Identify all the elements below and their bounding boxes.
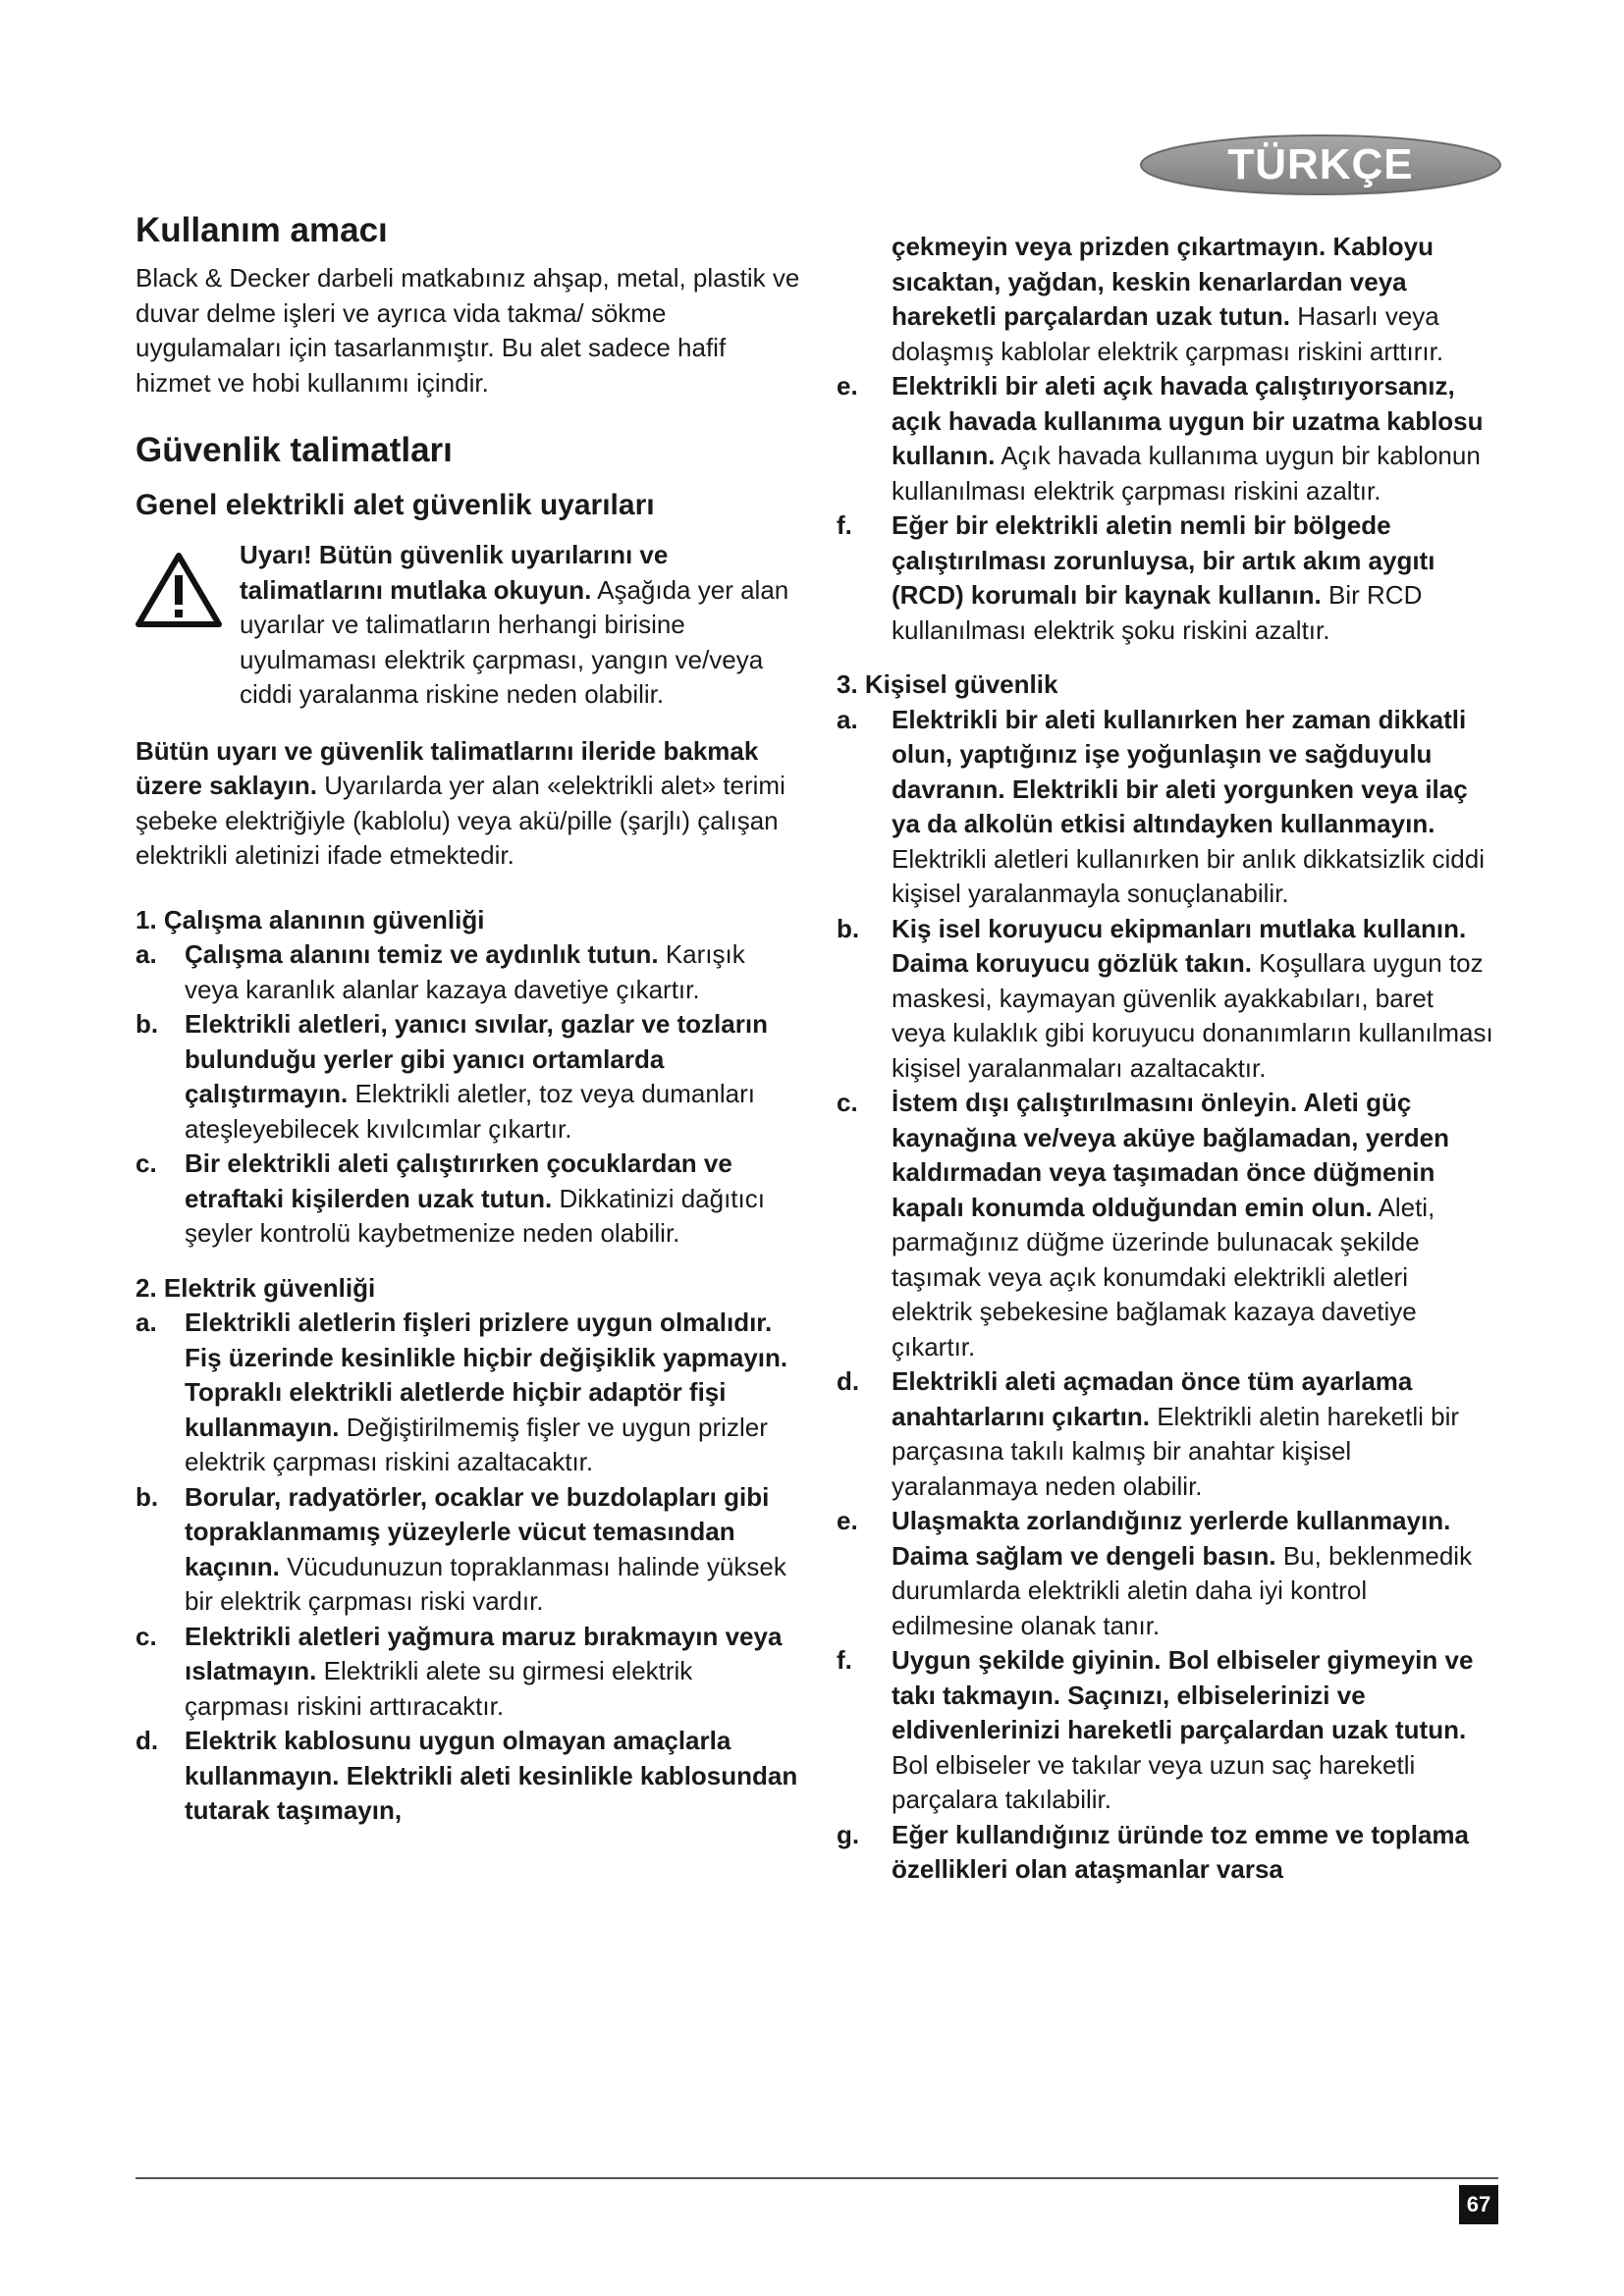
item-marker: a. [837, 704, 858, 734]
item-text: Aleti, parmağınız düğme üzerinde bulunacak şekilde taşımak veya açık konumdaki elektrikli aletleri elektrik şebekesine bağlamak kazaya davetiye çıkartır. [892, 1192, 1435, 1362]
item-bold: Elektrikli aleti açmadan önce tüm ayarlama anahtarlarını çıkartın. [892, 1366, 1413, 1431]
item-bold: İstem dışı çalıştırılmasını önleyin. Aleti güç kaynağına ve/veya aküye bağlamadan, yerden kaldırmadan veya taşımadan önce düğmenin kapalı konumda olduğundan emin olun. [892, 1088, 1449, 1222]
list-item [837, 1086, 1494, 1364]
item-marker: b. [135, 1481, 159, 1512]
item-marker: a. [135, 1308, 157, 1337]
list-item [135, 1480, 803, 1620]
section-work-area: 1. Çalışma alanının güvenliği [135, 904, 485, 934]
item-marker: f. [837, 510, 852, 540]
list-item [135, 937, 803, 1007]
right-column [837, 230, 1494, 1888]
item-marker: b. [837, 913, 860, 943]
list-item-continued [837, 230, 1494, 369]
item-bold: Elektrikli aletlerin fişleri prizlere uygun olmalıdır. Fiş üzerinde kesinlikle hiçbir değişiklik yapmayın. Topraklı elektrikli aletlerde hiçbir adaptör fişi kullanmayın. [185, 1308, 788, 1442]
item-text: Elektrikli aletleri kullanırken bir anlık dikkatsizlik ciddi kişisel yaralanmayla sonuçlanabilir. [892, 843, 1485, 908]
warning-block [135, 538, 803, 713]
item-marker: c. [837, 1088, 858, 1117]
item-bold: Uygun şekilde giyinin. Bol elbiseler giymeyin ve takı takmayın. Saçınızı, elbiselerinizi ve eldivenlerinizi hareketli parçalardan uzak tutun. [892, 1645, 1474, 1744]
section-electrical-safety: 2. Elektrik güvenliği [135, 1272, 376, 1303]
warning-text [240, 538, 803, 713]
item-text: Hasarlı veya dolaşmış kablolar elektrik çarpması riskini arttırır. [892, 301, 1444, 366]
item-marker: c. [135, 1621, 157, 1651]
list-item [837, 1818, 1494, 1888]
keep-bold: Bütün uyarı ve güvenlik talimatlarını ileride bakmak üzere saklayın. [135, 735, 759, 800]
item-text: Açık havada kullanıma uygun bir kablonun kullanılması elektrik çarpması riskini azaltır. [892, 441, 1481, 506]
heading-general-warnings: Genel elektrikli alet güvenlik uyarıları [135, 489, 655, 521]
item-marker: c. [135, 1148, 157, 1178]
list-item [837, 703, 1494, 912]
item-bold: Elektrikli aletleri yağmura maruz bırakmayın veya ıslatmayın. [185, 1621, 783, 1685]
item-text: Karışık veya karanlık alanlar kazaya davetiye çıkartır. [185, 939, 745, 1004]
item-marker: e. [837, 1506, 858, 1535]
item-marker: b. [135, 1009, 159, 1039]
language-tab [1139, 133, 1502, 196]
keep-body: Uyarılarda yer alan «elektrikli alet» terimi şebeke elektriğiyle (kablolu) veya akü/pille (şarjlı) çalışan elektrikli aletinizi ifade etmektedir. [135, 771, 785, 870]
item-bold: çekmeyin veya prizden çıkartmayın. Kabloyu sıcaktan, yağdan, keskin kenarlardan veya hareketli parçalardan uzak tutun. [892, 232, 1435, 331]
item-text: Koşullara uygun toz maskesi, kaymayan güvenlik ayakkabıları, baret veya kulaklık gibi koruyucu donanımların kullanılması kişisel yaralanmaları azaltacaktır. [892, 948, 1493, 1083]
item-marker: e. [837, 371, 858, 400]
list-item [837, 369, 1494, 508]
page-number: 67 [1459, 2185, 1498, 2224]
list-item [837, 1643, 1494, 1818]
item-bold: Elektrikli aletleri, yanıcı sıvılar, gazlar ve tozların bulunduğu yerler gibi yanıcı ortamlarda çalıştırmayın. [185, 1009, 768, 1108]
list-item [837, 508, 1494, 648]
keep-instructions [135, 734, 803, 874]
language-label: TÜRKÇE [1227, 140, 1414, 188]
item-text: Dikkatinizi dağıtıcı şeyler kontrolü kaybetmenize neden olabilir. [185, 1183, 765, 1248]
item-bold: Elektrik kablosunu uygun olmayan amaçlarla kullanmayın. Elektrikli aleti kesinlikle kablosundan tutarak taşımayın, [185, 1726, 798, 1825]
list-item [135, 1306, 803, 1480]
left-column [135, 210, 803, 1829]
heading-safety-instructions: Güvenlik talimatları [135, 431, 453, 469]
item-marker: f. [837, 1645, 852, 1675]
item-bold: Bir elektrikli aleti çalıştırırken çocuklardan ve etraftaki kişilerden uzak tutun. [185, 1148, 732, 1213]
item-bold: Ulaşmakta zorlandığınız yerlerde kullanmayın. Daima sağlam ve dengeli basın. [892, 1506, 1451, 1571]
item-text: Bol elbiseler ve takılar veya uzun saç hareketli parçalara takılabilir. [892, 1749, 1416, 1814]
item-marker: g. [837, 1819, 860, 1849]
item-bold: Çalışma alanını temiz ve aydınlık tutun. [185, 939, 659, 969]
item-text: Elektrikli aletler, toz veya dumanları ateşleyebilecek kıvılcımlar çıkartır. [185, 1079, 755, 1144]
item-marker: d. [135, 1726, 159, 1755]
warning-body: Aşağıda yer alan uyarılar ve talimatların herhangi birisine uyulmaması elektrik çarpması, yangın ve/veya ciddi yaralanma riskine neden olabilir. [240, 574, 789, 709]
item-bold: Eğer bir elektrikli aletin nemli bir bölgede çalıştırılması zorunluysa, bir artık akım aygıtı (RCD) korumalı bir kaynak kullanın. [892, 510, 1435, 610]
list-item [135, 1147, 803, 1252]
list-item [837, 1504, 1494, 1643]
section-personal-safety: 3. Kişisel güvenlik [837, 669, 1058, 699]
item-text: Değiştirilmemiş fişler ve uygun prizler elektrik çarpması riskini azaltacaktır. [185, 1412, 768, 1476]
item-marker: a. [135, 939, 157, 969]
item-bold: Elektrikli bir aleti açık havada çalıştırıyorsanız, açık havada kullanıma uygun bir uzatma kablosu kullanın. [892, 371, 1484, 470]
item-text: Elektrikli alete su girmesi elektrik çarpması riskini arttıracaktır. [185, 1656, 693, 1721]
footer-divider [135, 2177, 1498, 2179]
item-bold: Elektrikli bir aleti kullanırken her zaman dikkatli olun, yaptığınız işe yoğunlaşın ve sağduyulu davranın. Elektrikli bir aleti yorgunken veya ilaç ya da alkolün etkisi altındayken kullanmayın. [892, 704, 1468, 838]
item-bold: Eğer kullandığınız üründe toz emme ve toplama özellikleri olan ataşmanlar varsa [892, 1819, 1469, 1884]
list-item [135, 1620, 803, 1725]
list-item [837, 912, 1494, 1087]
item-bold: Kiş isel koruyucu ekipmanları mutlaka kullanın. Daima koruyucu gözlük takın. [892, 913, 1467, 978]
heading-intended-use: Kullanım amacı [135, 211, 388, 249]
list-item [135, 1724, 803, 1829]
item-marker: d. [837, 1366, 860, 1396]
item-text: Vücudunuzun topraklanması halinde yüksek bir elektrik çarpması riski vardır. [185, 1551, 786, 1616]
list-item [837, 1364, 1494, 1504]
warning-triangle-icon [135, 552, 222, 628]
warning-bold: Uyarı! Bütün güvenlik uyarılarını ve talimatlarını mutlaka okuyun. [240, 540, 669, 605]
item-text: Elektrikli aletin hareketli bir parçasına takılı kalmış bir anahtar kişisel yaralanmaya neden olabilir. [892, 1401, 1460, 1501]
list-item [135, 1007, 803, 1147]
intended-use-text: Black & Decker darbeli matkabınız ahşap, metal, plastik ve duvar delme işleri ve ayrıca vida takma/ sökme uygulamaları için tasarlanmıştır. Bu alet sadece hafif hizmet ve hobi kullanımı içindir. [135, 263, 800, 398]
item-text: Bir RCD kullanılması elektrik şoku riskini azaltır. [892, 580, 1423, 645]
item-text: Bu, beklenmedik durumlarda elektrikli aletin daha iyi kontrol edilmesine olanak tanır. [892, 1540, 1473, 1640]
item-bold: Borular, radyatörler, ocaklar ve buzdolapları gibi topraklanmamış yüzeylerle vücut temasından kaçının. [185, 1481, 770, 1581]
